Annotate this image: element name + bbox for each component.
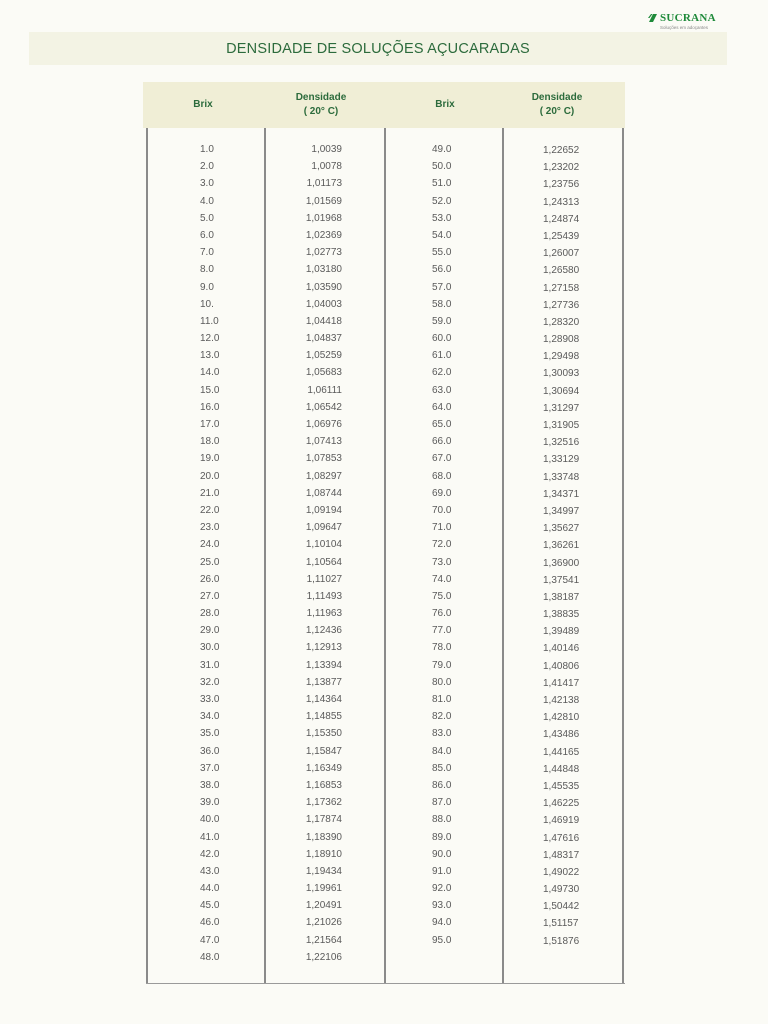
header-brix-right: Brix xyxy=(435,99,455,110)
brix-cell: 16.0 xyxy=(200,401,220,413)
brix-cell: 29.0 xyxy=(200,625,220,637)
density-cell: 1,49730 xyxy=(543,884,580,896)
brix-cell: 83.0 xyxy=(432,728,452,740)
brix-cell: 9.0 xyxy=(200,281,214,293)
brix-cell: 62.0 xyxy=(432,367,452,379)
brix-cell: 45.0 xyxy=(200,900,220,912)
density-cell: 1,14855 xyxy=(305,711,342,723)
density-cell: 1,44848 xyxy=(543,763,580,775)
density-cell: 1,06542 xyxy=(305,401,342,413)
brix-cell: 94.0 xyxy=(432,917,452,929)
density-cell: 1,40806 xyxy=(543,660,580,672)
density-cell: 1,47616 xyxy=(543,832,580,844)
brix-cell: 32.0 xyxy=(200,676,220,688)
brix-cell: 26.0 xyxy=(200,573,220,585)
brix-cell: 44.0 xyxy=(200,883,220,895)
density-cell: 1,11493 xyxy=(306,590,342,602)
density-cell: 1,23202 xyxy=(543,162,580,174)
brix-cell: 70.0 xyxy=(432,504,452,516)
brand-tagline: Soluções em adoçantes xyxy=(660,25,709,30)
density-cell: 1,40146 xyxy=(543,643,580,655)
density-cell: 1,15350 xyxy=(305,728,342,740)
brix-cell: 80.0 xyxy=(432,676,452,688)
density-cell: 1,19961 xyxy=(305,883,342,895)
brix-cell: 64.0 xyxy=(432,401,452,413)
brix-cell: 5.0 xyxy=(200,212,214,224)
density-cell: 1,31297 xyxy=(543,402,580,414)
brix-cell: 6.0 xyxy=(200,229,214,241)
brix-cell: 76.0 xyxy=(432,608,452,620)
density-cell: 1,21026 xyxy=(305,917,342,929)
brix-cell: 21.0 xyxy=(200,487,220,499)
density-table xyxy=(143,82,625,984)
title-bar xyxy=(29,32,727,65)
column-brix-right xyxy=(384,144,504,952)
density-cell: 1,06111 xyxy=(307,384,342,396)
brix-cell: 4.0 xyxy=(200,195,214,207)
brand-logo xyxy=(648,12,728,34)
brix-cell: 13.0 xyxy=(200,350,220,362)
brix-cell: 31.0 xyxy=(200,659,220,671)
density-cell: 1,28908 xyxy=(543,334,580,346)
header-density-temp: ( 20° C) xyxy=(303,106,339,117)
brix-cell: 34.0 xyxy=(200,711,220,723)
density-cell: 1,01173 xyxy=(306,178,342,190)
brix-cell: 2.0 xyxy=(200,161,214,173)
density-cell: 1,03180 xyxy=(305,264,342,276)
density-cell: 1,34997 xyxy=(543,505,580,517)
brix-cell: 71.0 xyxy=(432,522,452,534)
density-cell: 1,36261 xyxy=(543,540,580,552)
header-density-right xyxy=(497,82,617,128)
density-cell: 1,12436 xyxy=(305,625,342,637)
brix-cell: 1.0 xyxy=(200,144,214,155)
density-cell: 1,11027 xyxy=(306,573,342,585)
brix-cell: 79.0 xyxy=(432,659,452,671)
brix-cell: 61.0 xyxy=(432,350,452,362)
density-cell: 1,18910 xyxy=(305,848,342,860)
brix-cell: 15.0 xyxy=(200,384,220,396)
brix-cell: 3.0 xyxy=(200,178,214,190)
density-cell: 1,0078 xyxy=(311,161,342,173)
density-cell: 1,03590 xyxy=(305,281,342,293)
density-cell: 1,38187 xyxy=(543,591,580,603)
density-cell: 1,51157 xyxy=(543,918,579,930)
brix-cell: 46.0 xyxy=(200,917,220,929)
density-cell: 1,34371 xyxy=(543,488,580,500)
header-density-label: Densidade xyxy=(295,92,347,103)
density-cell: 1,46919 xyxy=(543,815,580,827)
density-cell: 1,27158 xyxy=(543,282,580,294)
density-cell: 1,22106 xyxy=(305,951,342,963)
density-cell: 1,39489 xyxy=(543,626,580,638)
brix-cell: 20.0 xyxy=(200,470,220,482)
brix-cell: 49.0 xyxy=(432,144,452,155)
brix-cell: 11.0 xyxy=(200,315,219,327)
brix-cell: 58.0 xyxy=(432,298,452,310)
brix-cell: 56.0 xyxy=(432,264,452,276)
brix-cell: 48.0 xyxy=(200,951,220,963)
density-cell: 1,09194 xyxy=(305,504,342,516)
density-cell: 1,24874 xyxy=(543,213,580,225)
density-cell: 1,44165 xyxy=(543,746,580,758)
brix-cell: 50.0 xyxy=(432,161,452,173)
density-cell: 1,0039 xyxy=(311,144,342,155)
density-cell: 1,50442 xyxy=(543,901,580,913)
brix-cell: 69.0 xyxy=(432,487,452,499)
density-cell: 1,25439 xyxy=(543,230,580,242)
brix-cell: 75.0 xyxy=(432,590,452,602)
density-cell: 1,35627 xyxy=(543,523,580,535)
density-cell: 1,10104 xyxy=(305,539,342,551)
density-cell: 1,22652 xyxy=(543,145,580,156)
brix-cell: 84.0 xyxy=(432,745,452,757)
page-title: DENSIDADE DE SOLUÇÕES AÇUCARADAS xyxy=(226,40,530,57)
brix-cell: 28.0 xyxy=(200,608,220,620)
density-cell: 1,02369 xyxy=(305,229,342,241)
density-cell: 1,33748 xyxy=(543,471,580,483)
brix-cell: 24.0 xyxy=(200,539,220,551)
header-density-temp: ( 20° C) xyxy=(539,106,575,117)
density-cell: 1,05683 xyxy=(305,367,342,379)
brix-cell: 25.0 xyxy=(200,556,220,568)
density-cell: 1,14364 xyxy=(305,694,342,705)
density-cell: 1,41417 xyxy=(543,677,580,689)
brix-cell: 63.0 xyxy=(432,384,452,396)
brix-cell: 78.0 xyxy=(432,642,452,654)
brix-cell: 40.0 xyxy=(200,814,220,826)
density-cell: 1,06976 xyxy=(305,419,342,430)
table-bottom-border xyxy=(146,983,625,984)
brix-cell: 60.0 xyxy=(432,333,452,345)
brix-cell: 92.0 xyxy=(432,883,452,895)
brix-cell: 52.0 xyxy=(432,195,452,207)
brix-cell: 7.0 xyxy=(200,247,214,259)
brix-cell: 53.0 xyxy=(432,212,452,224)
brix-cell: 88.0 xyxy=(432,814,452,826)
brix-cell: 22.0 xyxy=(200,504,220,516)
brix-cell: 93.0 xyxy=(432,900,452,912)
brix-cell: 23.0 xyxy=(200,522,220,534)
brix-cell: 10. xyxy=(200,298,214,310)
density-cell: 1,08744 xyxy=(305,487,342,499)
density-cell: 1,13877 xyxy=(305,676,342,688)
header-density-left xyxy=(261,82,381,128)
brix-cell: 19.0 xyxy=(200,453,220,465)
density-cell: 1,36900 xyxy=(543,557,580,569)
brix-cell: 66.0 xyxy=(432,436,452,448)
brix-cell: 47.0 xyxy=(200,934,220,946)
density-cell: 1,29498 xyxy=(543,351,580,363)
brix-cell: 85.0 xyxy=(432,762,452,774)
brix-cell: 17.0 xyxy=(200,419,220,430)
brix-cell: 12.0 xyxy=(200,333,220,345)
brix-cell: 67.0 xyxy=(432,453,452,465)
density-cell: 1,33129 xyxy=(543,454,580,466)
header-brix-left: Brix xyxy=(193,99,213,110)
density-cell: 1,09647 xyxy=(305,522,342,534)
leaf-icon xyxy=(648,13,658,23)
brix-cell: 41.0 xyxy=(200,831,220,843)
density-cell: 1,11963 xyxy=(306,608,342,620)
density-cell: 1,49022 xyxy=(543,866,580,878)
brix-cell: 27.0 xyxy=(200,590,220,602)
brix-cell: 43.0 xyxy=(200,865,220,877)
density-cell: 1,15847 xyxy=(305,745,342,757)
density-cell: 1,02773 xyxy=(305,247,342,259)
density-cell: 1,07413 xyxy=(305,436,342,448)
density-cell: 1,16853 xyxy=(305,779,342,791)
density-cell: 1,17362 xyxy=(305,797,342,809)
brand-name: SUCRANA xyxy=(660,12,716,24)
density-cell: 1,28320 xyxy=(543,316,580,328)
brix-cell: 68.0 xyxy=(432,470,452,482)
density-cell: 1,17874 xyxy=(305,814,342,826)
density-cell: 1,20491 xyxy=(305,900,342,912)
brix-cell: 37.0 xyxy=(200,762,220,774)
brix-cell: 89.0 xyxy=(432,831,452,843)
density-cell: 1,10564 xyxy=(305,556,342,568)
brix-cell: 55.0 xyxy=(432,247,452,259)
brix-cell: 42.0 xyxy=(200,848,220,860)
brix-cell: 36.0 xyxy=(200,745,220,757)
brix-cell: 33.0 xyxy=(200,694,220,705)
column-density-left xyxy=(264,144,384,969)
density-cell: 1,26580 xyxy=(543,265,580,277)
brix-cell: 77.0 xyxy=(432,625,452,637)
density-cell: 1,01569 xyxy=(305,195,342,207)
density-cell: 1,18390 xyxy=(305,831,342,843)
brix-cell: 8.0 xyxy=(200,264,214,276)
density-cell: 1,42138 xyxy=(543,695,580,706)
brix-cell: 91.0 xyxy=(432,865,452,877)
header-density-label: Densidade xyxy=(531,92,583,103)
column-density-right xyxy=(503,145,623,953)
brix-cell: 39.0 xyxy=(200,797,220,809)
brix-cell: 87.0 xyxy=(432,797,452,809)
density-cell: 1,26007 xyxy=(543,248,580,260)
density-cell: 1,07853 xyxy=(305,453,342,465)
density-cell: 1,31905 xyxy=(543,420,580,431)
density-cell: 1,51876 xyxy=(543,935,580,947)
brix-cell: 82.0 xyxy=(432,711,452,723)
brix-cell: 72.0 xyxy=(432,539,452,551)
brix-cell: 57.0 xyxy=(432,281,452,293)
brix-cell: 14.0 xyxy=(200,367,220,379)
density-cell: 1,05259 xyxy=(305,350,342,362)
density-cell: 1,45535 xyxy=(543,780,580,792)
brix-cell: 73.0 xyxy=(432,556,452,568)
density-cell: 1,42810 xyxy=(543,712,580,724)
brix-cell: 54.0 xyxy=(432,229,452,241)
density-cell: 1,32516 xyxy=(543,437,580,449)
density-cell: 1,30093 xyxy=(543,368,580,380)
brix-cell: 90.0 xyxy=(432,848,452,860)
density-cell: 1,08297 xyxy=(305,470,342,482)
brix-cell: 95.0 xyxy=(432,934,452,946)
density-cell: 1,04003 xyxy=(305,298,342,310)
brix-cell: 35.0 xyxy=(200,728,220,740)
density-cell: 1,01968 xyxy=(305,212,342,224)
density-cell: 1,30694 xyxy=(543,385,580,397)
brix-cell: 51.0 xyxy=(432,178,452,190)
brix-cell: 18.0 xyxy=(200,436,220,448)
density-cell: 1,24313 xyxy=(543,196,580,208)
density-cell: 1,23756 xyxy=(543,179,580,191)
density-cell: 1,04418 xyxy=(305,315,342,327)
density-cell: 1,48317 xyxy=(543,849,580,861)
brix-cell: 65.0 xyxy=(432,419,452,430)
density-cell: 1,38835 xyxy=(543,609,580,621)
density-cell: 1,13394 xyxy=(305,659,342,671)
density-cell: 1,16349 xyxy=(305,762,342,774)
column-brix-left xyxy=(143,144,263,969)
density-cell: 1,43486 xyxy=(543,729,580,741)
density-cell: 1,37541 xyxy=(543,574,580,586)
brix-cell: 86.0 xyxy=(432,779,452,791)
brix-cell: 59.0 xyxy=(432,315,452,327)
density-cell: 1,21564 xyxy=(305,934,342,946)
density-cell: 1,04837 xyxy=(305,333,342,345)
density-cell: 1,46225 xyxy=(543,798,580,810)
table-header xyxy=(143,82,625,128)
density-cell: 1,19434 xyxy=(305,865,342,877)
brix-cell: 81.0 xyxy=(432,694,452,705)
brix-cell: 30.0 xyxy=(200,642,220,654)
density-cell: 1,27736 xyxy=(543,299,580,311)
brix-cell: 38.0 xyxy=(200,779,220,791)
density-cell: 1,12913 xyxy=(305,642,342,654)
brix-cell: 74.0 xyxy=(432,573,452,585)
